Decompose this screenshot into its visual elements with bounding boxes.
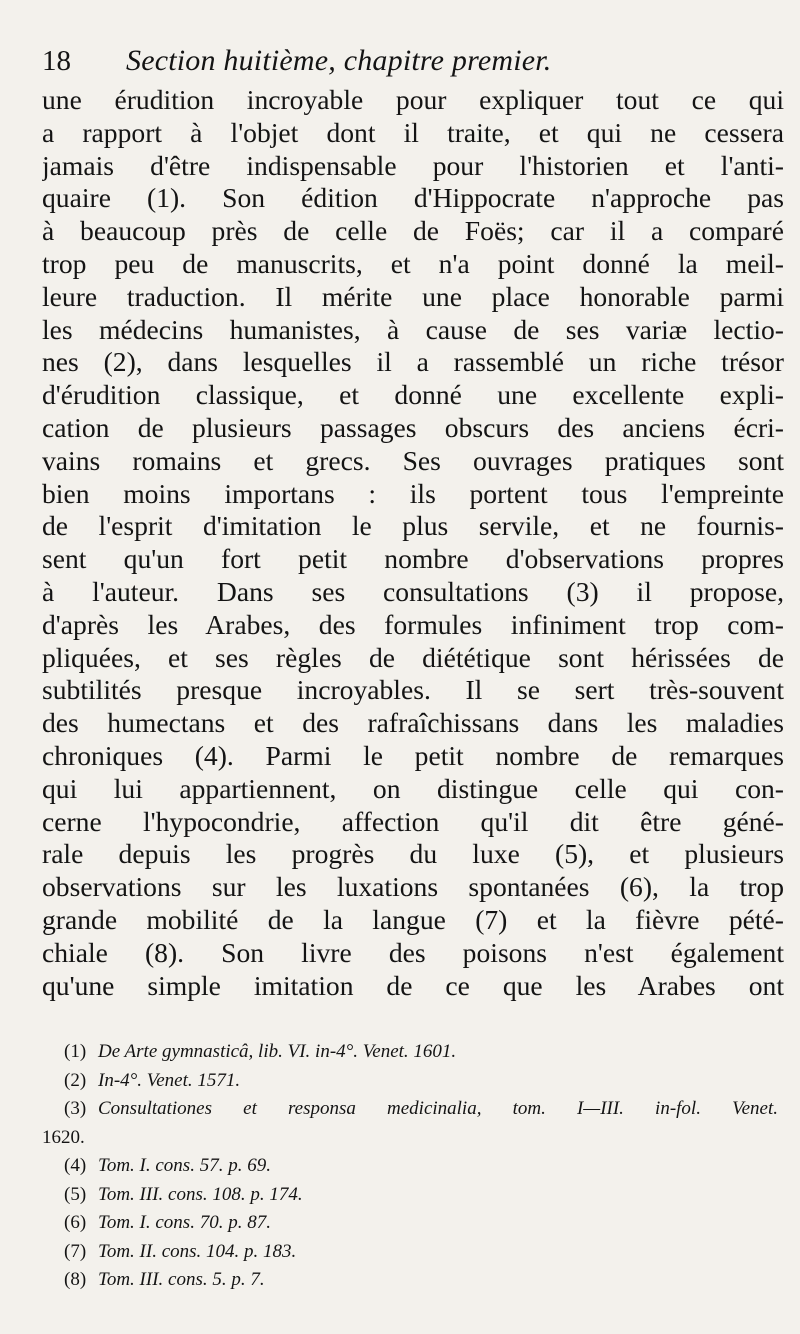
footnote-text: Tom. III. cons. 108. p. 174.: [98, 1183, 303, 1205]
body-line: une érudition incroyable pour expliquer tout ce qui: [42, 84, 784, 115]
body-line: observations sur les luxations spontanées (6), la trop: [42, 871, 784, 903]
footnote-text: Tom. II. cons. 104. p. 183.: [98, 1240, 297, 1262]
body-line: de l'esprit d'imitation le plus servile, et ne fournis-: [42, 510, 784, 542]
footnote: [64, 1181, 780, 1210]
footnote-text: In-4°. Venet. 1571.: [98, 1069, 241, 1091]
body-line: jamais d'être indispensable pour l'historien et l'anti-: [42, 149, 784, 181]
body-line: vains romains et grecs. Ses ouvrages pratiques sont: [42, 444, 784, 476]
footnote-marker: (8): [64, 1269, 87, 1290]
footnote-text: Tom. III. cons. 5. p. 7.: [98, 1269, 265, 1290]
footnote-marker: (2): [64, 1069, 87, 1091]
footnote-text: Tom. I. cons. 57. p. 69.: [98, 1155, 271, 1176]
body-line: à beaucoup près de celle de Foës; car il a comparé: [42, 215, 784, 247]
body-line: les médecins humanistes, à cause de ses variæ lectio-: [42, 313, 784, 345]
footnote-marker: (7): [64, 1240, 87, 1262]
footnote: [64, 1067, 780, 1096]
footnote: [64, 1152, 780, 1181]
footnote-marker: (5): [64, 1183, 87, 1205]
footnote-marker: (4): [64, 1155, 87, 1176]
footnote: [64, 1209, 780, 1238]
footnote-text: Consultationes et responsa medicinalia, tom. I—III. in-fol. Venet.: [98, 1098, 778, 1119]
footnote: [64, 1095, 780, 1124]
body-line: bien moins importans : ils portent tous l'empreinte: [42, 477, 784, 509]
page-number: 18: [42, 45, 71, 77]
running-head: [42, 38, 784, 84]
body-line: chiale (8). Son livre des poisons n'est également: [42, 936, 784, 968]
footnote-text: De Arte gymnasticâ, lib. VI. in-4°. Venet. 1601.: [98, 1041, 457, 1062]
body-line: cation de plusieurs passages obscurs des anciens écri-: [42, 411, 784, 443]
footnote: [64, 1266, 780, 1295]
body-line: chroniques (4). Parmi le petit nombre de remarques: [42, 739, 784, 771]
body-line: d'après les Arabes, des formules infiniment trop com-: [42, 608, 784, 640]
footnotes: [42, 1038, 780, 1295]
footnote-continuation: 1620.: [42, 1126, 85, 1148]
body-line: des humectans et des rafraîchissans dans les maladies: [42, 707, 784, 739]
body-line: rale depuis les progrès du luxe (5), et plusieurs: [42, 838, 784, 870]
running-title: Section huitième, chapitre premier.: [126, 44, 552, 77]
footnote: [64, 1238, 780, 1267]
footnote: [64, 1038, 780, 1067]
body-line: leure traduction. Il mérite une place honorable parmi: [42, 280, 784, 312]
footnote-text: Tom. I. cons. 70. p. 87.: [98, 1212, 271, 1233]
body-line: nes (2), dans lesquelles il a rassemblé un riche trésor: [42, 346, 784, 378]
body-line: cerne l'hypocondrie, affection qu'il dit être géné-: [42, 805, 784, 837]
body-line: a rapport à l'objet dont il traite, et qui ne cessera: [42, 116, 784, 148]
footnote-marker: (1): [64, 1041, 87, 1062]
body-line: quaire (1). Son édition d'Hippocrate n'approche pas: [42, 182, 784, 214]
body-line: sent qu'un fort petit nombre d'observations propres: [42, 543, 784, 575]
footnote-marker: (3): [64, 1098, 87, 1119]
body-line: pliquées, et ses règles de diététique sont hérissées de: [42, 641, 784, 673]
body-line: grande mobilité de la langue (7) et la fièvre pété-: [42, 903, 784, 935]
body-line: à l'auteur. Dans ses consultations (3) il propose,: [42, 575, 784, 607]
body-line: d'érudition classique, et donné une excellente expli-: [42, 379, 784, 411]
body-line: subtilités presque incroyables. Il se sert très-souvent: [42, 674, 784, 706]
body-line: trop peu de manuscrits, et n'a point donné la meil-: [42, 247, 784, 279]
body-line: qui lui appartiennent, on distingue celle qui con-: [42, 772, 784, 804]
body-text: [42, 84, 784, 1002]
body-line: qu'une simple imitation de ce que les Arabes ont: [42, 969, 784, 1001]
footnote-marker: (6): [64, 1212, 87, 1233]
